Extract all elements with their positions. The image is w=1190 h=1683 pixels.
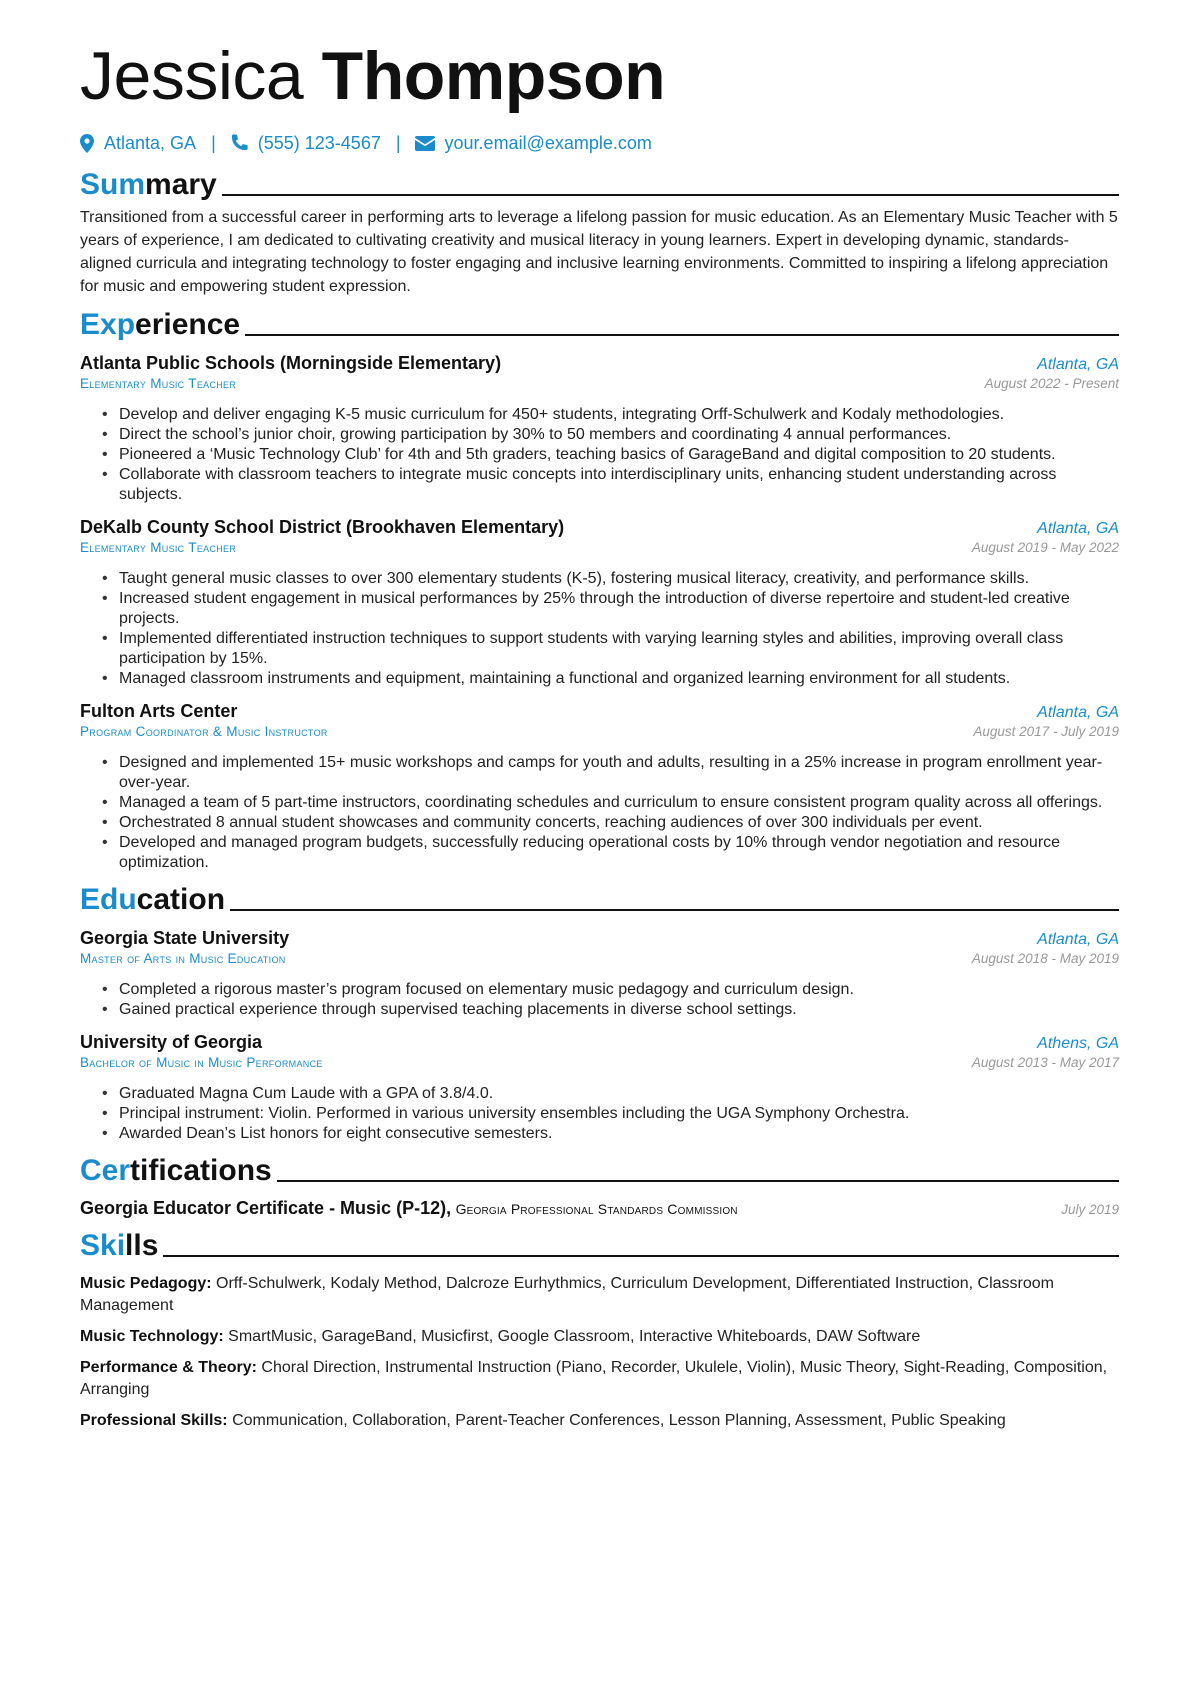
contact-location <box>80 133 196 154</box>
education-entry <box>80 1032 1119 1144</box>
email-link[interactable]: your.email@example.com <box>444 132 652 153</box>
employer-name: Atlanta Public Schools (Morningside Elementary) <box>80 353 502 373</box>
bullet-item: • Direct the school’s junior choir, growing participation by 30% to 50 members and coordinating 4 annual performances. <box>119 425 1119 445</box>
section-title: Experience <box>80 308 241 341</box>
certification-name: Georgia Educator Certificate - Music (P-12) <box>80 1198 447 1218</box>
section-title: Skills <box>80 1229 159 1262</box>
employer-location: Atlanta, GA <box>1037 356 1119 373</box>
bullet-item: • Gained practical experience through supervised teaching placements in diverse school settings. <box>119 1000 1119 1020</box>
bullet-item: • Implemented differentiated instruction techniques to support students with varying learning styles and abilities, improving overall class participation by 15%. <box>119 629 1119 669</box>
section-rule <box>245 334 1119 336</box>
bullet-list <box>80 1084 1119 1144</box>
section-title: Summary <box>80 168 217 201</box>
section-rule <box>222 194 1119 196</box>
job-dates: August 2017 - July 2019 <box>973 724 1119 739</box>
contact-bar <box>80 130 1119 156</box>
experience-entry <box>80 701 1119 873</box>
bullet-item: • Awarded Dean’s List honors for eight consecutive semesters. <box>119 1124 1119 1144</box>
employer-location: Atlanta, GA <box>1037 520 1119 537</box>
job-dates: August 2019 - May 2022 <box>971 540 1119 555</box>
summary-text: Transitioned from a successful career in performing arts to leverage a lifelong passion for music education. As an Elementary Music Teacher with 5 years of experience, I am dedicated to cultivating creativity and musical literacy in young learners. Expert in developing dynamic, standards-aligned curricula and integrating technology to foster engaging and inclusive learning environments. Committed to inspiring a lifelong appreciation for music and empowering student expression. <box>80 209 1118 295</box>
bullet-list <box>80 753 1119 873</box>
location-text: Atlanta, GA <box>104 132 197 153</box>
certification-date: July 2019 <box>1061 1202 1119 1217</box>
employer-name: DeKalb County School District (Brookhaven Elementary) <box>80 517 565 537</box>
skill-label: Professional Skills: <box>80 1412 228 1429</box>
skill-value: Choral Direction, Instrumental Instruction (Piano, Recorder, Ukulele, Violin), Music Theory, Sight-Reading, Composition, Arranging <box>80 1359 1108 1398</box>
phone-text: (555) 123-4567 <box>257 132 381 153</box>
experience-entry <box>80 517 1119 689</box>
certification-entry <box>80 1198 1119 1219</box>
bullet-item: • Principal instrument: Violin. Performed in various university ensembles including the UGA Symphony Orchestra. <box>119 1104 1119 1124</box>
school-location: Athens, GA <box>1037 1035 1119 1052</box>
summary-heading <box>80 168 1119 202</box>
bullet-item: • Increased student engagement in musical performances by 25% through the introduction of diverse repertoire and student-led creative projects. <box>119 589 1119 629</box>
section-title: Education <box>80 883 226 916</box>
section-rule <box>163 1255 1119 1257</box>
job-title: Elementary Music Teacher <box>80 540 237 555</box>
education-dates: August 2018 - May 2019 <box>971 951 1119 966</box>
section-rule <box>230 909 1119 911</box>
section-title: Certifications <box>80 1154 272 1187</box>
degree: Master of Arts in Music Education <box>80 951 286 966</box>
experience-heading <box>80 308 1119 342</box>
bullet-item: • Managed classroom instruments and equipment, maintaining a functional and organized learning environment for all students. <box>119 669 1119 689</box>
certifications-heading <box>80 1154 1119 1188</box>
school-name: University of Georgia <box>80 1032 263 1052</box>
job-title: Program Coordinator & Music Instructor <box>80 724 328 739</box>
skills-heading <box>80 1229 1119 1263</box>
map-marker-icon <box>80 134 94 153</box>
bullet-item: • Taught general music classes to over 300 elementary students (K-5), fostering musical literacy, creativity, and performance skills. <box>119 569 1119 589</box>
skill-row <box>80 1273 1119 1317</box>
skill-label: Music Pedagogy: <box>80 1275 212 1292</box>
first-name: Jessica <box>80 38 304 114</box>
certification-title: Georgia Educator Certificate - Music (P-12), Georgia Professional Standards Commission <box>80 1198 738 1218</box>
contact-email[interactable] <box>415 133 652 154</box>
bullet-item: • Developed and managed program budgets, successfully reducing operational costs by 10% through vendor negotiation and resource optimization. <box>119 833 1119 873</box>
certification-issuer: Georgia Professional Standards Commission <box>455 1201 738 1217</box>
bullet-item: • Designed and implemented 15+ music workshops and camps for youth and adults, resulting in a 25% increase in program enrollment year-over-year. <box>119 753 1119 793</box>
contact-separator: | <box>395 132 401 153</box>
employer-name: Fulton Arts Center <box>80 701 238 721</box>
experience-entry <box>80 353 1119 505</box>
skill-value: Communication, Collaboration, Parent-Teacher Conferences, Lesson Planning, Assessment, Public Speaking <box>232 1412 1006 1429</box>
bullet-item: • Graduated Magna Cum Laude with a GPA of 3.8/4.0. <box>119 1084 1119 1104</box>
bullet-item: • Orchestrated 8 annual student showcases and community concerts, reaching audiences of over 300 individuals per event. <box>119 813 1119 833</box>
degree: Bachelor of Music in Music Performance <box>80 1055 323 1070</box>
skill-label: Music Technology: <box>80 1328 224 1345</box>
education-heading <box>80 883 1119 917</box>
bullet-list <box>80 569 1119 689</box>
skill-row <box>80 1357 1119 1401</box>
job-dates: August 2022 - Present <box>984 376 1119 391</box>
school-location: Atlanta, GA <box>1037 931 1119 948</box>
skill-label: Performance & Theory: <box>80 1359 257 1376</box>
skill-value: Orff-Schulwerk, Kodaly Method, Dalcroze Eurhythmics, Curriculum Development, Differentiated Instruction, Classroom Management <box>80 1275 1054 1314</box>
candidate-name <box>80 36 1119 116</box>
last-name: Thompson <box>321 38 666 114</box>
bullet-item: • Managed a team of 5 part-time instructors, coordinating schedules and curriculum to ensure consistent program quality across all offerings. <box>119 793 1119 813</box>
bullet-list <box>80 980 1119 1020</box>
bullet-item: • Develop and deliver engaging K-5 music curriculum for 450+ students, integrating Orff-Schulwerk and Kodaly methodologies. <box>119 405 1119 425</box>
job-title: Elementary Music Teacher <box>80 376 237 391</box>
skill-value: SmartMusic, GarageBand, Musicfirst, Google Classroom, Interactive Whiteboards, DAW Software <box>228 1328 921 1345</box>
education-dates: August 2013 - May 2017 <box>971 1055 1119 1070</box>
bullet-item: • Completed a rigorous master’s program focused on elementary music pedagogy and curriculum design. <box>119 980 1119 1000</box>
skill-row <box>80 1410 1119 1432</box>
skill-row <box>80 1326 1119 1348</box>
bullet-item: • Collaborate with classroom teachers to integrate music concepts into interdisciplinary units, enhancing student understanding across subjects. <box>119 465 1119 505</box>
employer-location: Atlanta, GA <box>1037 704 1119 721</box>
bullet-item: • Pioneered a ‘Music Technology Club’ for 4th and 5th graders, teaching basics of GarageBand and digital composition to 20 students. <box>119 445 1119 465</box>
contact-separator: | <box>211 132 216 153</box>
envelope-icon <box>415 136 435 151</box>
bullet-list <box>80 405 1119 505</box>
contact-phone[interactable] <box>230 133 381 154</box>
school-name: Georgia State University <box>80 928 290 948</box>
education-entry <box>80 928 1119 1020</box>
section-rule <box>277 1180 1119 1182</box>
phone-icon <box>230 134 248 152</box>
